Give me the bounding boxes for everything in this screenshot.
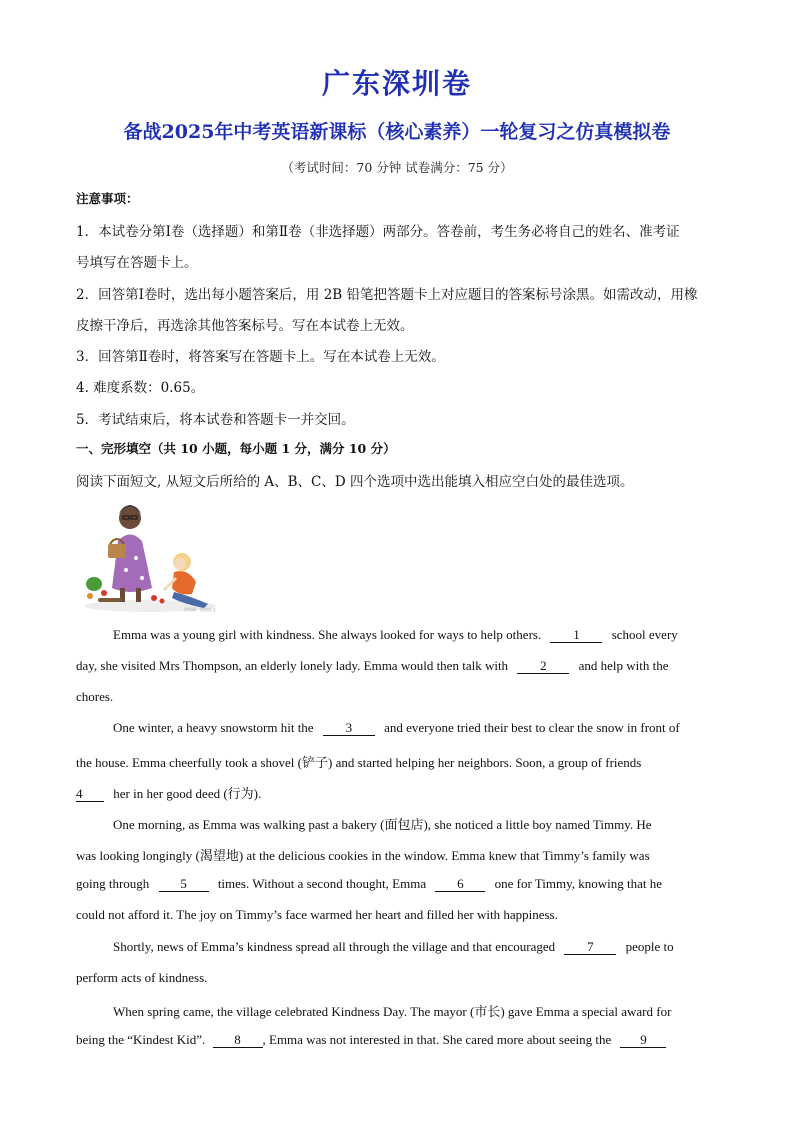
- passage-line: [76, 876, 662, 892]
- notice-line-1b: 号填写在答题卡上。: [76, 255, 198, 271]
- blank-1[interactable]: 1: [550, 628, 602, 643]
- passage-text: and everyone tried their best to clear the snow in front of: [384, 720, 680, 735]
- exam-meta: （考试时间：70 分钟 试卷满分：75 分）: [281, 160, 513, 175]
- passage-illustration: [80, 496, 222, 614]
- blank-4[interactable]: 4: [76, 787, 104, 802]
- page-title: 广东深圳卷: [321, 67, 472, 100]
- section-heading: 一、完形填空（共 10 小题，每小题 1 分，满分 10 分）: [76, 441, 396, 456]
- notice-line-1a: 1．本试卷分第Ⅰ卷（选择题）和第Ⅱ卷（非选择题）两部分。答卷前，考生务必将自己的姓名、准考证: [76, 224, 680, 240]
- passage-text: , Emma was not interested in that. She cared more about seeing the: [262, 1032, 612, 1047]
- notice-heading: 注意事项：: [76, 191, 139, 206]
- passage-line: [113, 720, 680, 736]
- passage-line: perform acts of kindness.: [76, 970, 208, 985]
- passage-text: her in her good deed (行为).: [113, 786, 262, 801]
- passage-text: Shortly, news of Emma’s kindness spread all through the village and that encouraged: [113, 939, 556, 954]
- blank-6[interactable]: 6: [435, 877, 485, 892]
- passage-line: [76, 1032, 666, 1048]
- passage-text: One winter, a heavy snowstorm hit the: [113, 720, 314, 735]
- illustration-watermark: 学科网 · 原创图文: [184, 607, 216, 612]
- passage-line: could not afford it. The joy on Timmy’s face warmed her heart and filled her with happiness.: [76, 907, 558, 922]
- blank-8[interactable]: 8: [213, 1033, 263, 1048]
- passage-text: and help with the: [578, 658, 669, 673]
- passage-text: going through: [76, 876, 150, 891]
- passage-text: one for Timmy, knowing that he: [494, 876, 663, 891]
- blank-3[interactable]: 3: [323, 721, 375, 736]
- passage-line: chores.: [76, 689, 114, 704]
- passage-text: school every: [611, 627, 678, 642]
- blank-9[interactable]: 9: [620, 1033, 666, 1048]
- notice-line-2a: 2．回答第Ⅰ卷时，选出每小题答案后，用 2B 铅笔把答题卡上对应题目的答案标号涂黑。如需改动，用橡: [76, 287, 698, 303]
- notice-line-5: 5．考试结束后，将本试卷和答题卡一并交回。: [76, 412, 355, 428]
- blank-7[interactable]: 7: [564, 940, 616, 955]
- page-subtitle: 备战2025年中考英语新课标（核心素养）一轮复习之仿真模拟卷: [123, 121, 671, 143]
- blank-5[interactable]: 5: [159, 877, 209, 892]
- passage-line: was looking longingly (渴望地) at the delicious cookies in the window. Emma knew that Timmy’s family was: [76, 848, 650, 863]
- notice-line-3: 3．回答第Ⅱ卷时，将答案写在答题卡上。写在本试卷上无效。: [76, 349, 445, 365]
- passage-line: [113, 939, 674, 955]
- passage-line: the house. Emma cheerfully took a shovel (铲子) and started helping her neighbors. Soon, a group of friends: [76, 755, 642, 770]
- notice-line-4: 4. 难度系数：0.65。: [76, 380, 205, 396]
- passage-text: being the “Kindest Kid”.: [76, 1032, 206, 1047]
- passage-line: When spring came, the village celebrated Kindness Day. The mayor (市长) gave Emma a special award for: [113, 1004, 672, 1019]
- passage-text: times. Without a second thought, Emma: [217, 876, 427, 891]
- passage-line: [76, 783, 261, 802]
- passage-text: day, she visited Mrs Thompson, an elderly lonely lady. Emma would then talk with: [76, 658, 509, 673]
- notice-line-2b: 皮擦干净后，再选涂其他答案标号。写在本试卷上无效。: [76, 318, 414, 334]
- passage-text: Emma was a young girl with kindness. She always looked for ways to help others.: [113, 627, 542, 642]
- passage-line: [76, 658, 668, 674]
- blank-2[interactable]: 2: [517, 659, 569, 674]
- passage-line: One morning, as Emma was walking past a bakery (面包店), she noticed a little boy named Timmy. He: [113, 817, 652, 832]
- section-instruction: 阅读下面短文, 从短文后所给的 A、B、C、D 四个选项中选出能填入相应空白处的最佳选项。: [76, 474, 634, 490]
- passage-line: [113, 627, 678, 643]
- passage-text: people to: [625, 939, 674, 954]
